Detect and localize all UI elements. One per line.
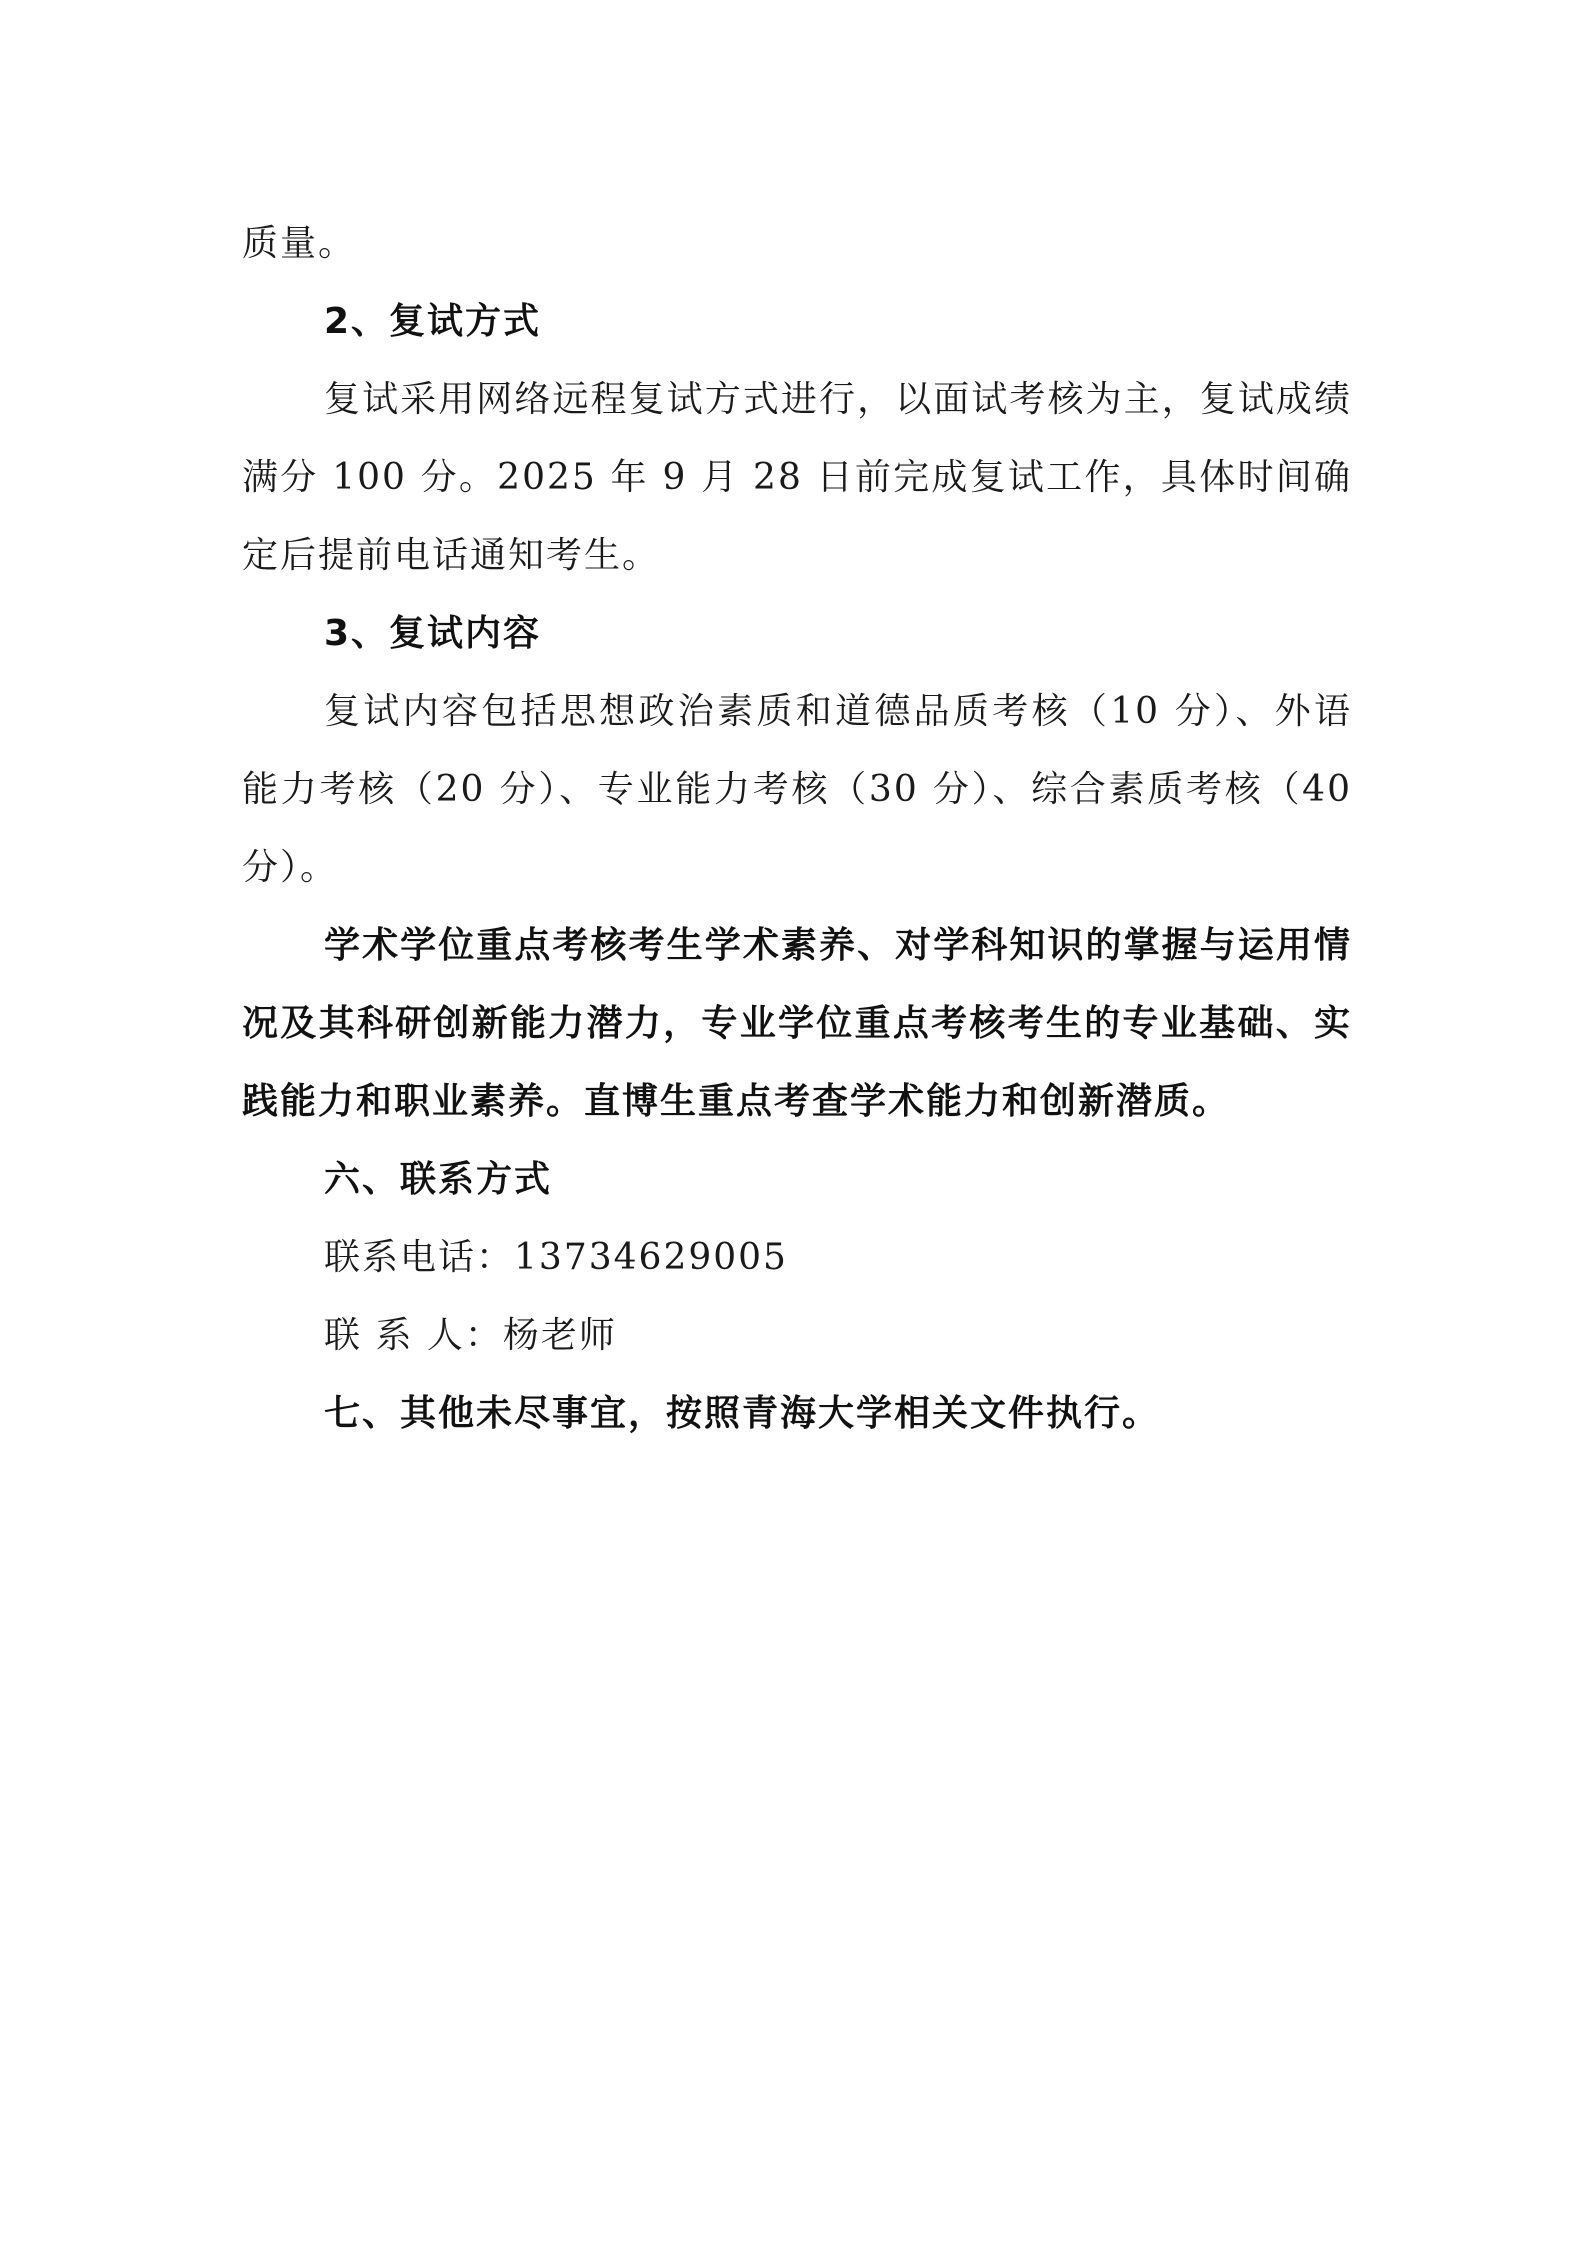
section-other-matters: 七、其他未尽事宜，按照青海大学相关文件执行。 <box>324 1393 1161 1434</box>
section-heading-interview-method: 2、复试方式 <box>324 301 542 342</box>
section-heading-interview-content: 3、复试内容 <box>324 613 542 654</box>
document-body <box>242 205 1352 1453</box>
contact-person-row <box>242 1297 1352 1375</box>
contact-phone-row <box>242 1219 1352 1297</box>
section-heading-contact: 六、联系方式 <box>324 1159 553 1200</box>
contact-person-label: 联 系 人： <box>324 1315 503 1356</box>
contact-phone-label: 联系电话： <box>324 1237 515 1278</box>
paragraph-assessment-focus: 学术学位重点考核考生学术素养、对学科知识的掌握与运用情况及其科研创新能力潜力，专业学位重点考核考生的专业基础、实践能力和职业素养。直博生重点考查学术能力和创新潜质。 <box>242 925 1352 1122</box>
paragraph-interview-method: 复试采用网络远程复试方式进行，以面试考核为主，复试成绩满分 100 分。2025 年 9 月 28 日前完成复试工作，具体时间确定后提前电话通知考生。 <box>242 379 1352 576</box>
paragraph-interview-content: 复试内容包括思想政治素质和道德品质考核（10 分）、外语能力考核（20 分）、专业能力考核（30 分）、综合素质考核（40 分）。 <box>242 691 1352 888</box>
contact-phone-value: 13734629005 <box>514 1237 788 1278</box>
contact-person-value: 杨老师 <box>502 1315 617 1356</box>
paragraph-continuation: 质量。 <box>242 223 357 264</box>
